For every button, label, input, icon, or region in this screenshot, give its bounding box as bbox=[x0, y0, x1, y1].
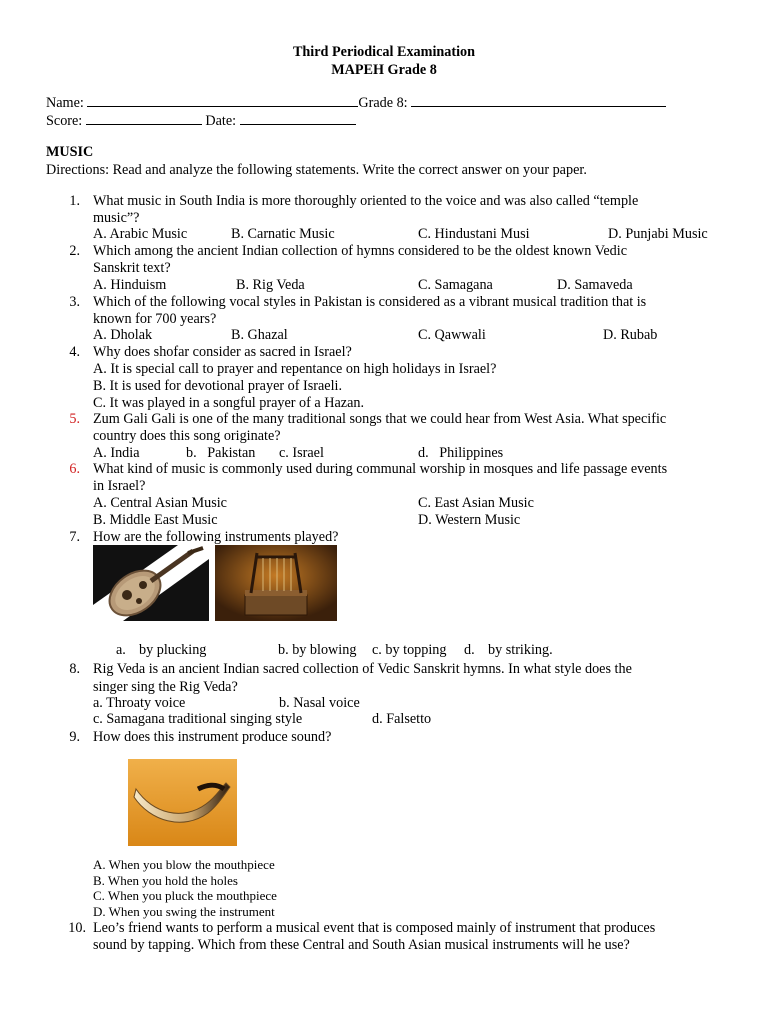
question-text: singer sing the Rig Veda? bbox=[93, 679, 238, 695]
question-number: 9. bbox=[69, 729, 80, 745]
question-number: 7. bbox=[69, 529, 80, 545]
question-number: 8. bbox=[69, 661, 80, 677]
name-row bbox=[46, 95, 666, 112]
option[interactable]: D. Punjabi Music bbox=[608, 226, 708, 242]
score-label: Score: bbox=[46, 113, 83, 129]
option[interactable]: b. Pakistan bbox=[186, 445, 256, 461]
name-field[interactable] bbox=[87, 95, 358, 107]
question-text: Which among the ancient Indian collection of hymns considered to be the oldest known Vedic bbox=[93, 243, 627, 259]
option[interactable]: A. Hinduism bbox=[93, 277, 167, 293]
question-text: How does this instrument produce sound? bbox=[93, 729, 332, 745]
option[interactable]: A. Central Asian Music bbox=[93, 495, 227, 511]
option[interactable]: B. Carnatic Music bbox=[231, 226, 335, 242]
option[interactable]: D. When you swing the instrument bbox=[93, 904, 275, 919]
date-label: Date: bbox=[205, 113, 237, 129]
question-text: Rig Veda is an ancient Indian sacred collection of Vedic Sanskrit hymns. In what style does the bbox=[93, 661, 632, 677]
option[interactable]: a. bbox=[116, 642, 126, 658]
name-label: Name: bbox=[46, 95, 84, 111]
option[interactable]: c. by topping bbox=[372, 642, 447, 658]
option[interactable]: a. Throaty voice bbox=[93, 695, 186, 711]
score-row bbox=[46, 113, 356, 130]
date-field[interactable] bbox=[240, 113, 356, 125]
question-text: How are the following instruments played? bbox=[93, 529, 339, 545]
option[interactable]: d. Philippines bbox=[418, 445, 504, 461]
option[interactable]: C. Samagana bbox=[418, 277, 493, 293]
option[interactable]: D. Rubab bbox=[603, 327, 658, 343]
option[interactable]: D. Samaveda bbox=[557, 277, 633, 293]
grade-label: Grade 8: bbox=[358, 95, 408, 111]
question-text: Zum Gali Gali is one of the many traditional songs that we could hear from West Asia. What specific bbox=[93, 411, 667, 427]
question-number: 5. bbox=[69, 411, 80, 427]
question-number: 2. bbox=[69, 243, 80, 259]
option[interactable]: c. Israel bbox=[279, 445, 324, 461]
option[interactable]: D. Western Music bbox=[418, 512, 521, 528]
option[interactable]: C. Qawwali bbox=[418, 327, 486, 343]
question-text: What music in South India is more thoroughly oriented to the voice and was also called “temple bbox=[93, 193, 639, 209]
question-text: sound by tapping. Which from these Central and South Asian musical instruments will he use? bbox=[93, 937, 630, 953]
oud-icon bbox=[93, 545, 209, 621]
option[interactable]: b. Nasal voice bbox=[279, 695, 360, 711]
question-number: 4. bbox=[69, 344, 80, 360]
question-number: 6. bbox=[69, 461, 80, 477]
question-text: Why does shofar consider as sacred in Israel? bbox=[93, 344, 352, 360]
question-text: Leo’s friend wants to perform a musical event that is composed mainly of instrument that produces bbox=[93, 920, 656, 936]
option[interactable]: A. When you blow the mouthpiece bbox=[93, 857, 275, 872]
exam-title: Third Periodical Examination bbox=[292, 44, 476, 60]
option[interactable]: d. bbox=[464, 642, 475, 658]
option[interactable]: A. Dholak bbox=[93, 327, 153, 343]
option[interactable]: C. When you pluck the mouthpiece bbox=[93, 888, 277, 903]
question-number: 1. bbox=[69, 193, 80, 209]
question-text: known for 700 years? bbox=[93, 311, 217, 327]
score-field[interactable] bbox=[86, 113, 202, 125]
option[interactable]: B. Middle East Music bbox=[93, 512, 218, 528]
option[interactable]: B. Rig Veda bbox=[236, 277, 305, 293]
option[interactable]: C. It was played in a songful prayer of a Hazan. bbox=[93, 395, 365, 411]
option[interactable]: by striking. bbox=[488, 642, 553, 658]
option[interactable]: B. When you hold the holes bbox=[93, 873, 238, 888]
option[interactable]: A. India bbox=[93, 445, 140, 461]
question-text: Which of the following vocal styles in Pakistan is considered as a vibrant musical tradition that is bbox=[93, 294, 647, 310]
question-text: What kind of music is commonly used during communal worship in mosques and life passage events bbox=[93, 461, 668, 477]
grade-field[interactable] bbox=[411, 95, 666, 107]
option[interactable]: A. It is special call to prayer and repentance on high holidays in Israel? bbox=[93, 361, 497, 377]
question-text: music”? bbox=[93, 210, 140, 226]
exam-subtitle: MAPEH Grade 8 bbox=[331, 62, 437, 78]
question-number: 10. bbox=[68, 920, 86, 936]
option[interactable]: d. Falsetto bbox=[372, 711, 432, 727]
option[interactable]: c. Samagana traditional singing style bbox=[93, 711, 303, 727]
shofar-icon bbox=[128, 759, 237, 846]
question-number: 3. bbox=[69, 294, 80, 310]
option[interactable]: C. East Asian Music bbox=[418, 495, 534, 511]
option[interactable]: b. by blowing bbox=[278, 642, 357, 658]
directions: Directions: Read and analyze the following statements. Write the correct answer on your paper. bbox=[46, 162, 587, 178]
option[interactable]: B. Ghazal bbox=[231, 327, 288, 343]
option[interactable]: B. It is used for devotional prayer of Israeli. bbox=[93, 378, 342, 394]
option[interactable]: A. Arabic Music bbox=[93, 226, 188, 242]
option[interactable]: by plucking bbox=[139, 642, 207, 658]
section-title: MUSIC bbox=[46, 144, 94, 160]
question-text: country does this song originate? bbox=[93, 428, 281, 444]
question-text: in Israel? bbox=[93, 478, 146, 494]
question-text: Sanskrit text? bbox=[93, 260, 171, 276]
option[interactable]: C. Hindustani Musi bbox=[418, 226, 530, 242]
lyre-icon bbox=[215, 545, 337, 621]
